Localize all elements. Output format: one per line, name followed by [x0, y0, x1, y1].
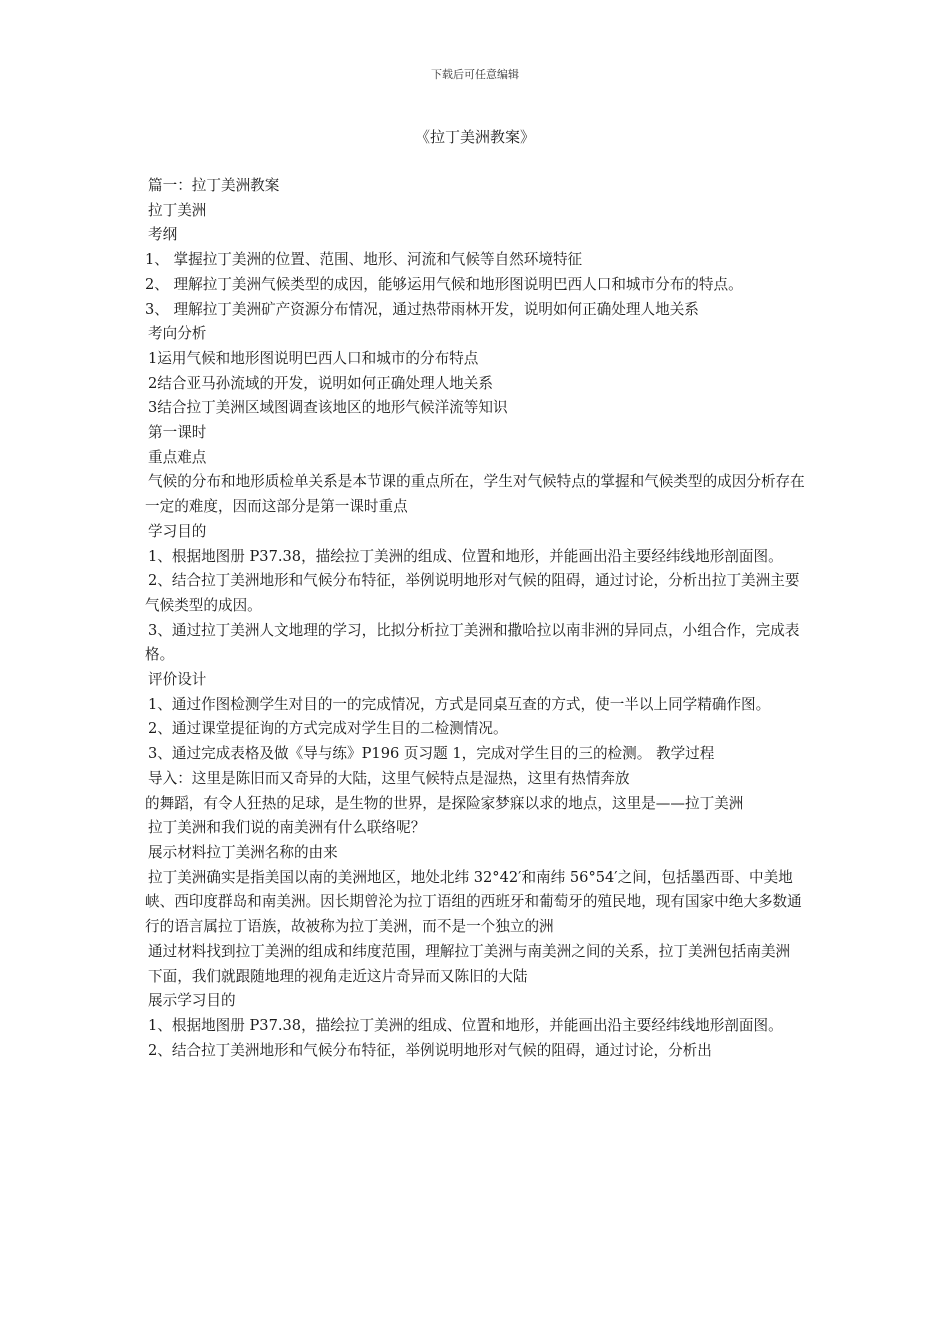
- paragraph: 考向分析: [148, 325, 207, 343]
- paragraph: 2、结合拉丁美洲地形和气候分布特征，举例说明地形对气候的阻碍，通过讨论，分析出拉丁美洲主要气候类型的成因。: [145, 572, 800, 614]
- paragraph: 学习目的: [148, 522, 207, 540]
- paragraph: 拉丁美洲确实是指美国以南的美洲地区，地处北纬 32°42′和南纬 56°54′之间，包括墨西哥、中美地峡、西印度群岛和南美洲。因长期曾沦为拉丁语组的西班牙和葡萄牙的殖民地，现有国家中绝大多数通行的语言属拉丁语族，故被称为拉丁美洲，而不是一个独立的洲: [145, 868, 802, 936]
- document-title: 《拉丁美洲教案》: [414, 128, 535, 146]
- paragraph: 3、 理解拉丁美洲矿产资源分布情况，通过热带雨林开发，说明如何正确处理人地关系: [145, 300, 699, 318]
- paragraph: 评价设计: [148, 671, 207, 689]
- paragraph: 3、通过完成表格及做《导与练》P196 页习题 1，完成对学生目的三的检测。 教学过程: [148, 745, 715, 763]
- paragraph: 的舞蹈，有令人狂热的足球，是生物的世界，是探险家梦寐以求的地点，这里是——拉丁美洲: [145, 794, 744, 812]
- paragraph: 2、通过课堂提征询的方式完成对学生目的二检测情况。: [148, 720, 508, 738]
- paragraph: 展示材料拉丁美洲名称的由来: [148, 843, 338, 861]
- document-body: [145, 174, 810, 1063]
- paragraph: 2结合亚马孙流域的开发，说明如何正确处理人地关系: [148, 374, 493, 392]
- paragraph: 导入：这里是陈旧而又奇异的大陆，这里气候特点是湿热，这里有热情奔放: [148, 769, 630, 787]
- paragraph: 3结合拉丁美洲区域图调查该地区的地形气候洋流等知识: [148, 399, 508, 417]
- paragraph: 气候的分布和地形质检单关系是本节课的重点所在，学生对气候特点的掌握和气候类型的成因分析存在一定的难度，因而这部分是第一课时重点: [145, 473, 805, 516]
- paragraph: 展示学习目的: [148, 992, 236, 1010]
- paragraph: 2、 理解拉丁美洲气候类型的成因，能够运用气候和地形图说明巴西人口和城市分布的特点。: [145, 275, 743, 293]
- paragraph: 考纲: [148, 226, 178, 244]
- paragraph: 第一课时: [148, 424, 207, 442]
- paragraph: 1、根据地图册 P37.38，描绘拉丁美洲的组成、位置和地形，并能画出沿主要经纬线地形剖面图。: [148, 547, 783, 565]
- paragraph: 1运用气候和地形图说明巴西人口和城市的分布特点: [148, 349, 479, 367]
- page-header-note: 下载后可任意编辑: [431, 68, 519, 81]
- paragraph: 1、通过作图检测学生对目的一的完成情况，方式是同桌互查的方式，使一半以上同学精确作图。: [148, 695, 771, 713]
- paragraph: 通过材料找到拉丁美洲的组成和纬度范围，理解拉丁美洲与南美洲之间的关系，拉丁美洲包括南美洲: [148, 942, 791, 960]
- paragraph: 重点难点: [148, 448, 207, 466]
- paragraph: 1、 掌握拉丁美洲的位置、范围、地形、河流和气候等自然环境特征: [145, 251, 583, 269]
- paragraph: 1、根据地图册 P37.38，描绘拉丁美洲的组成、位置和地形，并能画出沿主要经纬线地形剖面图。: [148, 1016, 783, 1034]
- paragraph: 下面，我们就跟随地理的视角走近这片奇异而又陈旧的大陆: [148, 967, 528, 985]
- paragraph: 3、通过拉丁美洲人文地理的学习，比拟分析拉丁美洲和撒哈拉以南非洲的异同点，小组合作，完成表格。: [145, 621, 800, 664]
- paragraph: 篇一：拉丁美洲教案: [148, 177, 280, 194]
- paragraph: 拉丁美洲: [148, 201, 207, 219]
- paragraph: 2、结合拉丁美洲地形和气候分布特征，举例说明地形对气候的阻碍，通过讨论，分析出: [148, 1041, 712, 1059]
- paragraph: 拉丁美洲和我们说的南美洲有什么联络呢？: [148, 819, 426, 837]
